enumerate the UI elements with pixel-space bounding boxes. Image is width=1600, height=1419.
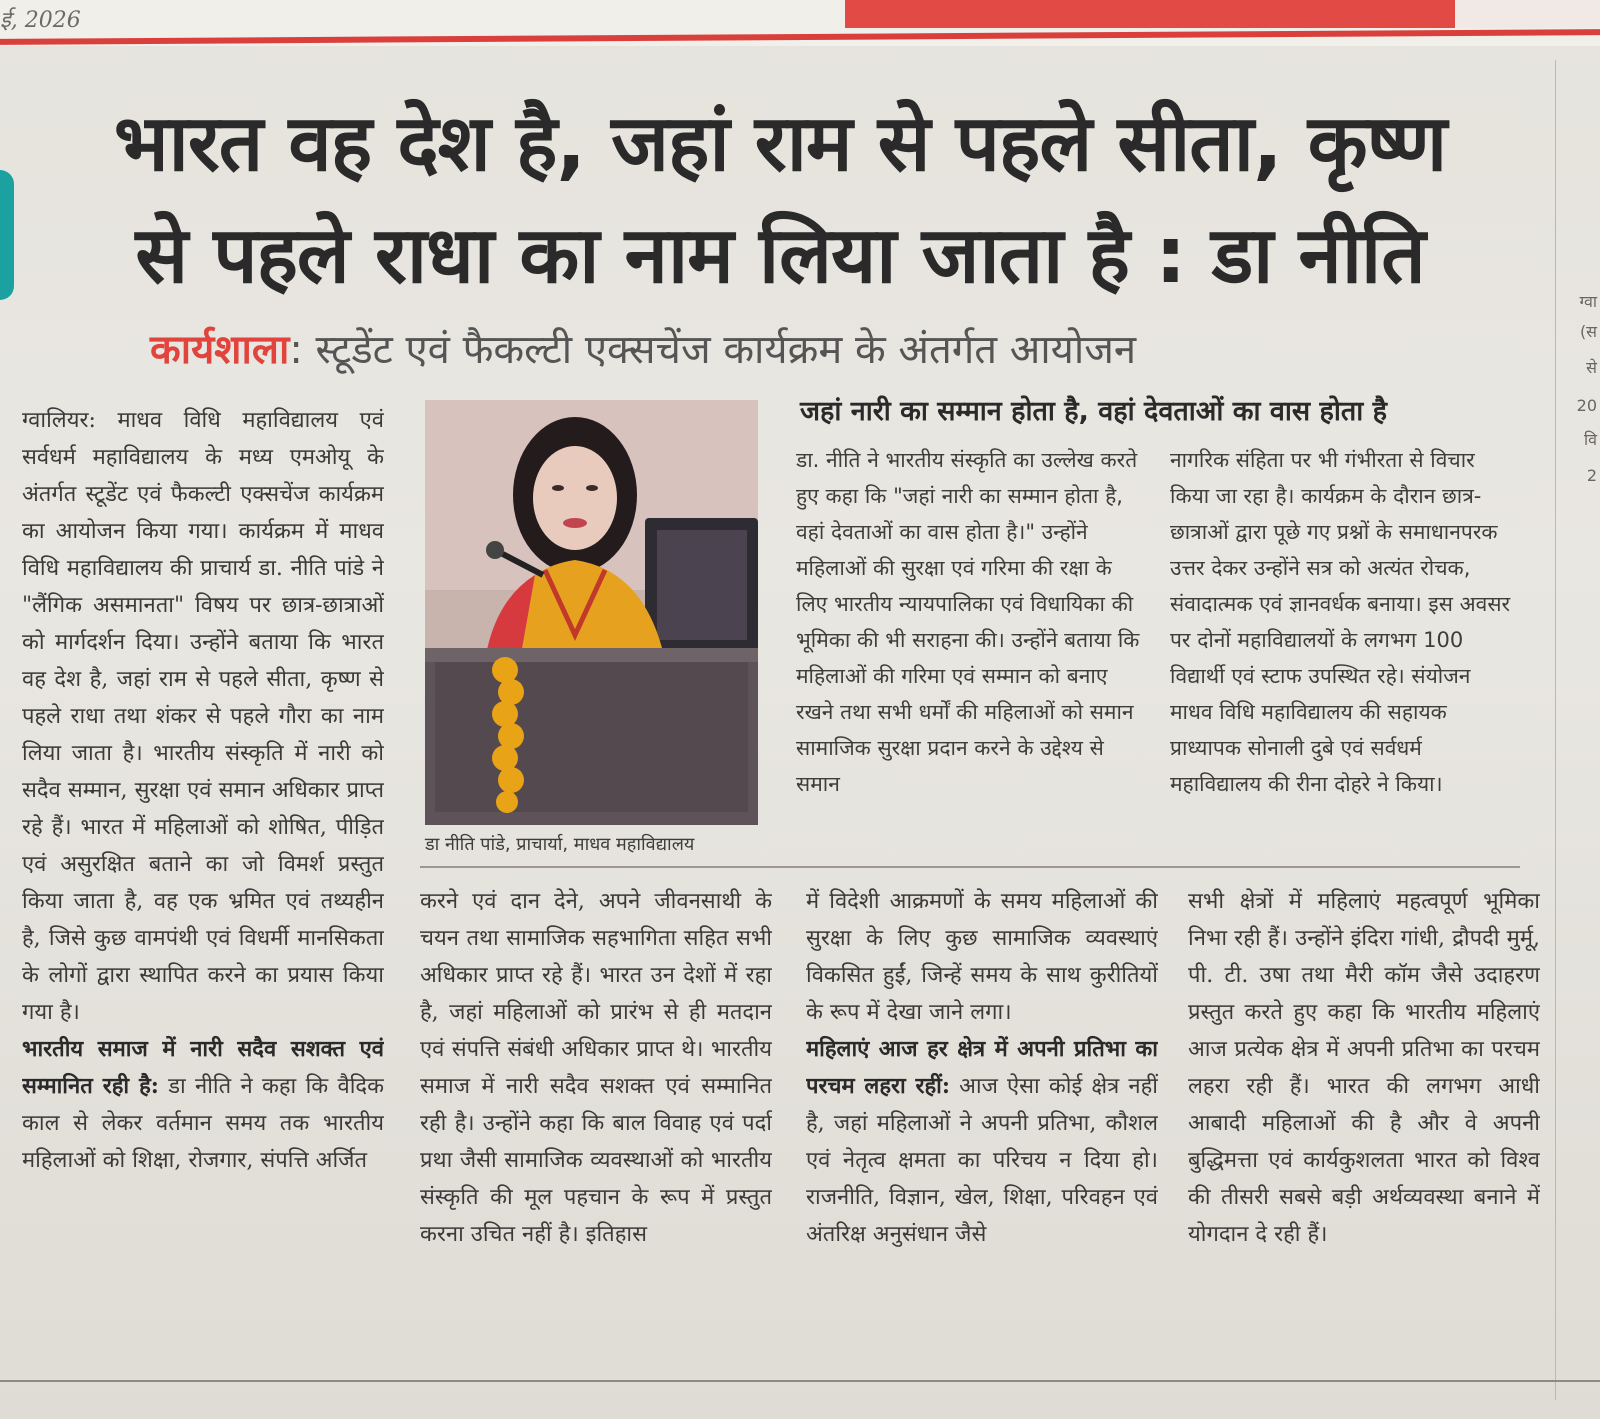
speaker-photo-illustration [425,400,758,825]
article-column-1 [22,402,384,1362]
masthead-light-band [1455,0,1600,28]
article-paragraph: में विदेशी आक्रमणों के समय महिलाओं की सुरक्षा के लिए कुछ सामाजिक व्यवस्थाएं विकसित हुईं, जिन्हें समय के साथ कुरीतियों के रूप में देखा जाने लगा। [806,889,1158,1025]
bottom-rule [0,1380,1600,1382]
sidebar-column-1: डा. नीति ने भारतीय संस्कृति का उल्लेख करते हुए कहा कि "जहां नारी का सम्मान होता है, वहां देवताओं का वास होता है।" उन्होंने महिलाओं की सुरक्षा एवं गरिमा की रक्षा के लिए भारतीय न्यायपालिका एवं विधायिका की भूमिका की भी सराहना की। उन्होंने बताया कि महिलाओं की गरिमा एवं सम्मान को बनाए रखने तथा सभी धर्मों की महिलाओं को समान सामाजिक सुरक्षा प्रदान करने के उद्देश्य से समान [796,448,1140,796]
headline-line-1: भारत वह देश है, जहां राम से पहले सीता, कृष्ण [113,99,1447,189]
page-date: ई, 2026 [0,8,81,33]
sidebar-column-2: नागरिक संहिता पर भी गंभीरता से विचार किया जा रहा है। कार्यक्रम के दौरान छात्र-छात्राओं द्वारा पूछे गए प्रश्नों के समाधानपरक उत्तर देकर उन्होंने सत्र को अत्यंत रोचक, संवादात्मक एवं ज्ञानवर्धक बनाया। इस अवसर पर दोनों महाविद्यालयों के लगभग 100 विद्यार्थी एवं स्टाफ उपस्थित रहे। संयोजन माधव विधि महाविद्यालय की सहायक प्राध्यापक सोनाली दुबे एवं सर्वधर्म महाविद्यालय की रीना दोहरे ने किया। [1170,448,1511,796]
sidebar-heading: जहां नारी का सम्मान होता है, वहां देवताओं का वास होता है [800,396,1387,427]
edge-text: ग्वा [1579,292,1597,311]
article-paragraph: सभी क्षेत्रों में महिलाएं महत्वपूर्ण भूमिका निभा रही हैं। उन्होंने इंदिरा गांधी, द्रौपदी मुर्मू, पी. टी. उषा तथा मैरी कॉम जैसे उदाहरण प्रस्तुत करते हुए कहा कि भारतीय महिलाएं आज प्रत्येक क्षेत्र में अपनी प्रतिभा का परचम लहरा रही हैं। भारत की लगभग आधी आबादी महिलाओं की है और वे अपनी बुद्धिमत्ता एवं कार्यकुशलता भारत को विश्व की तीसरी सबसे बड़ी अर्थव्यवस्था बनाने में योगदान दे रही हैं। [1188,889,1540,1247]
article-paragraph: करने एवं दान देने, अपने जीवनसाथी के चयन तथा सामाजिक सहभागिता सहित सभी अधिकार प्राप्त रहे हैं। भारत उन देशों में रहा है, जहां महिलाओं को प्रारंभ से ही मतदान एवं संपत्ति संबंधी अधिकार प्राप्त थे। भारतीय समाज में नारी सदैव सशक्त एवं सम्मानित रही है। उन्होंने कहा कि बाल विवाह एवं पर्दा प्रथा जैसी सामाजिक व्यवस्थाओं को भारतीय संस्कृति की मूल पहचान के रूप में प्रस्तुत करना उचित नहीं है। इतिहास [420,889,772,1247]
speaker-photo [425,400,758,825]
edge-text: 2 [1586,466,1597,485]
article-column-4 [1188,883,1540,1353]
article-subhead: भारतीय समाज में नारी सदैव सशक्त एवं सम्मानित रही है: [22,1036,384,1099]
article-column-3 [806,883,1158,1353]
article-column-2 [420,883,772,1353]
article-paragraph: आज ऐसा कोई क्षेत्र नहीं है, जहां महिलाओं ने अपनी प्रतिभा, कौशल एवं नेतृत्व क्षमता का परिचय न दिया हो। राजनीति, विज्ञान, खेल, शिक्षा, परिवहन एवं अंतरिक्ष अनुसंधान जैसे [806,1074,1158,1247]
teal-edge-mark [0,170,14,300]
kicker-text: : स्टूडेंट एवं फैकल्टी एक्सचेंज कार्यक्रम के अंतर्गत आयोजन [289,327,1137,373]
edge-text: से [1586,358,1597,377]
article-paragraph: डा नीति ने कहा कि वैदिक काल से लेकर वर्तमान समय तक भारतीय महिलाओं को शिक्षा, रोजगार, संपत्ति अर्जित [22,1074,384,1173]
article-paragraph: ग्वालियर: माधव विधि महाविद्यालय एवं सर्वधर्म महाविद्यालय के मध्य एमओयू के अंतर्गत स्टूडेंट एवं फैकल्टी एक्सचेंज कार्यक्रम का आयोजन किया गया। कार्यक्रम में माधव विधि महाविद्यालय की प्राचार्य डा. नीति पांडे ने "लैंगिक असमानता" विषय पर छात्र-छात्राओं को मार्गदर्शन दिया। उन्होंने बताया कि भारत वह देश है, जहां राम से पहले सीता, कृष्ण से पहले राधा तथा शंकर से पहले गौरा का नाम लिया जाता है। भारतीय संस्कृति में नारी को सदैव सम्मान, सुरक्षा एवं समान अधिकार प्राप्त रहे हैं। भारत में महिलाओं को शोषित, पीड़ित एवं असुरक्षित बताने का जो विमर्श प्रस्तुत किया जाता है, वह एक भ्रमित एवं तथ्यहीन है, जिसे कुछ वामपंथी एवं विधर्मी मानसिकता के लोगों द्वारा स्थापित करने का प्रयास किया गया है। [22,408,384,1025]
edge-text: (स [1579,322,1597,341]
headline-line-2: से पहले राधा का नाम लिया जाता है : डा नीति [135,211,1425,301]
adjacent-column-edge [1555,60,1600,1400]
edge-text: 20 [1576,396,1597,415]
headline [50,88,1510,312]
edge-text: वि [1583,430,1597,449]
photo-caption: डा नीति पांडे, प्राचार्या, माधव महाविद्यालय [425,834,695,855]
section-rule [420,866,1520,868]
masthead-red-band [845,0,1455,28]
kicker-label: कार्यशाला [150,327,290,373]
kicker [150,325,1450,375]
article-subhead: महिलाएं आज हर क्षेत्र में अपनी प्रतिभा का परचम लहरा रहीं: [806,1036,1158,1099]
